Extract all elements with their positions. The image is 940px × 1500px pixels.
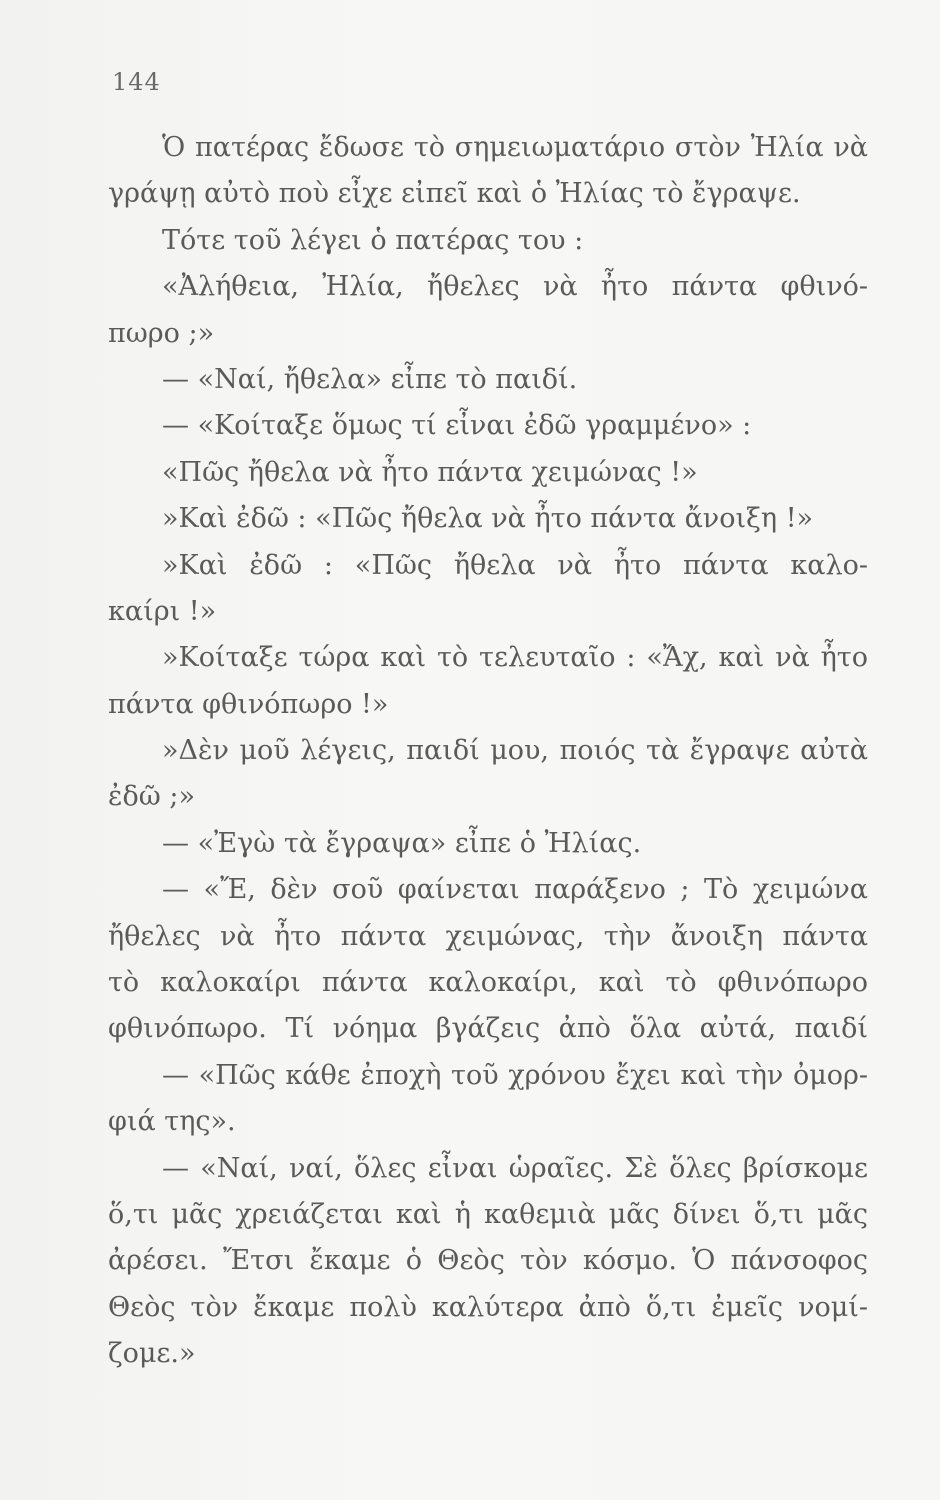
text-line: »Καὶ ἐδῶ : «Πῶς ἤθελα νὰ ἦτο πάντα ἄνοιξη !» (162, 503, 814, 535)
text-line: — «Ἔ, δὲν σοῦ φαίνεται παράξενο ; Τὸ χειμώνα (162, 874, 868, 906)
text-line: »Κοίταξε τώρα καὶ τὸ τελευταῖο : «Ἄχ, καὶ νὰ ἦτο (162, 642, 868, 674)
text-line: φιά της». (108, 1106, 236, 1138)
text-line: ἤθελες νὰ ἦτο πάντα χειμώνας, τὴν ἄνοιξη πάντα (108, 920, 868, 952)
text-line: τὸ καλοκαίρι πάντα καλοκαίρι, καὶ τὸ φθινόπωρο (108, 967, 868, 999)
text-line: »Καὶ ἐδῶ : «Πῶς ἤθελα νὰ ἦτο πάντα καλο- (162, 549, 868, 581)
text-line: — «Κοίταξε ὅμως τί εἶναι ἐδῶ γραμμένο» : (162, 410, 752, 442)
text-body (108, 125, 868, 1378)
text-line: γράψῃ αὐτὸ ποὺ εἶχε εἰπεῖ καὶ ὁ Ἠλίας τὸ ἔγραψε. (108, 178, 801, 210)
text-line: Ὁ πατέρας ἔδωσε τὸ σημειωματάριο στὸν Ἠλία νὰ (162, 132, 868, 163)
text-line: καίρι !» (108, 595, 217, 627)
text-line: ζομε.» (108, 1338, 196, 1370)
text-line: πάντα φθινόπωρο !» (108, 688, 389, 720)
text-line: — «Ἐγὼ τὰ ἔγραψα» εἶπε ὁ Ἠλίας. (162, 827, 642, 859)
text-line: — «Πῶς κάθε ἐποχὴ τοῦ χρόνου ἔχει καὶ τὴν ὀμορ- (162, 1059, 868, 1091)
text-line: πωρο ;» (108, 317, 215, 349)
text-line: — «Ναί, ἤθελα» εἶπε τὸ παιδί. (162, 363, 578, 395)
text-line: φθινόπωρο. Τί νόημα βγάζεις ἀπὸ ὅλα αὐτά, παιδί (108, 1013, 868, 1045)
text-line: «Πῶς ἤθελα νὰ ἦτο πάντα χειμώνας !» (162, 456, 698, 488)
text-line: Θεὸς τὸν ἔκαμε πολὺ καλύτερα ἀπὸ ὅ,τι ἐμεῖς νομί- (108, 1291, 868, 1323)
text-line: — «Ναί, ναί, ὅλες εἶναι ὡραῖες. Σὲ ὅλες βρίσκομε (162, 1152, 868, 1184)
text-line: ὅ,τι μᾶς χρειάζεται καὶ ἡ καθεμιὰ μᾶς δίνει ὅ,τι μᾶς (108, 1198, 868, 1230)
text-line: »Δὲν μοῦ λέγεις, παιδί μου, ποιός τὰ ἔγραψε αὐτὰ (162, 735, 868, 767)
text-line: ἀρέσει. Ἔτσι ἔκαμε ὁ Θεὸς τὸν κόσμο. Ὁ πάνσοφος (108, 1245, 868, 1277)
text-line: Τότε τοῦ λέγει ὁ πατέρας του : (162, 224, 584, 256)
text-line: «Ἀλήθεια, Ἠλία, ἤθελες νὰ ἦτο πάντα φθινό- (162, 271, 868, 303)
page-number: 144 (112, 68, 161, 96)
text-line: ἐδῶ ;» (108, 781, 195, 813)
